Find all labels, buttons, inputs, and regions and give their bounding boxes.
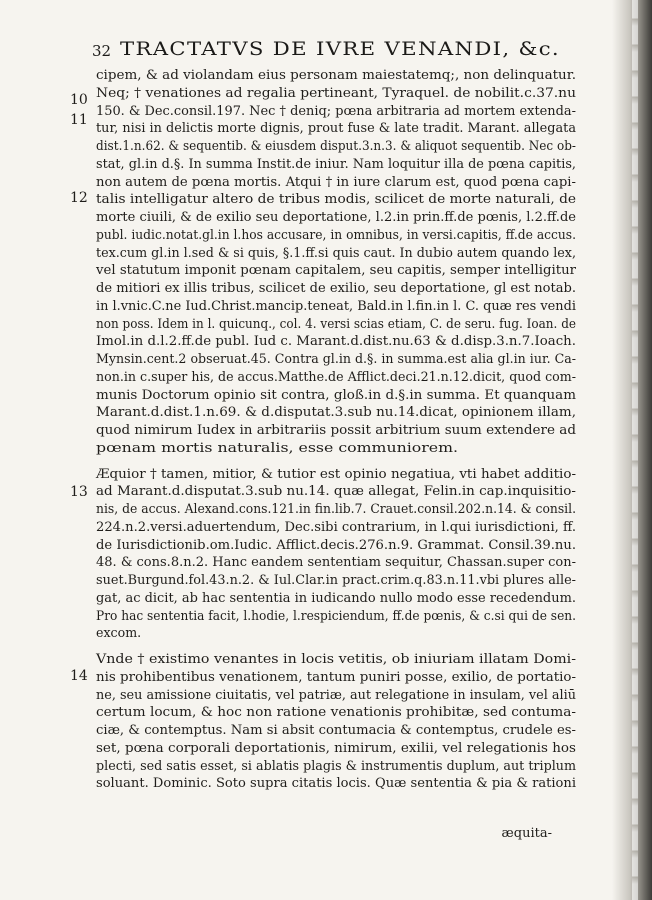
text-line: tur, nisi in delictis morte dignis, prout fuse & late tradit. Marant. allegata bbox=[96, 120, 576, 136]
text-line: publ. iudic.notat.gl.in l.hos accusare, in omnibus, in versi.capitis, ff.de accus. bbox=[96, 226, 576, 242]
text-line: in l.vnic.C.ne Iud.Christ.mancip.teneat, Bald.in l.fin.in l. C. quæ res vendi bbox=[96, 297, 576, 313]
text-line: gat, ac dicit, ab hac sententia in iudicando nullo modo esse recedendum. bbox=[96, 589, 576, 605]
text-line: 150. & Dec.consil.197. Nec † deniq; pœna arbitraria ad mortem extenda- bbox=[96, 102, 576, 118]
page-edge-texture bbox=[632, 0, 638, 900]
text-line: morte ciuili, & de exilio seu deportatione, l.2.in prin.ff.de pœnis, l.2.ff.de bbox=[96, 209, 576, 224]
text-line: stat, gl.in d.§. In summa Instit.de iniur. Nam loquitur illa de pœna capitis, bbox=[96, 155, 576, 171]
text-line: tex.cum gl.in l.sed & si quis, §.1.ff.si quis caut. In dubio autem quando lex, bbox=[96, 244, 576, 260]
text-line: dist.1.n.62. & sequentib. & eiusdem disput.3.n.3. & aliquot sequentib. Nec ob- bbox=[96, 138, 576, 153]
catchword: æquita- bbox=[501, 826, 552, 841]
text-line: de mitiori ex illis tribus, scilicet de exilio, seu deportatione, gl est notab. bbox=[96, 280, 576, 295]
text-line: 224.n.2.versi.aduertendum, Dec.sibi contrarium, in l.qui iurisdictioni, ff. bbox=[96, 518, 576, 534]
text-line: set, pœna corporali deportationis, nimirum, exilii, vel relegationis hos bbox=[96, 739, 576, 755]
page-number: 32 bbox=[92, 42, 112, 60]
text-line: certum locum, & hoc non ratione venationis prohibitæ, sed contuma- bbox=[96, 704, 576, 720]
text-line: ne, seu amissione ciuitatis, vel patriæ, aut relegatione in insulam, vel aliū bbox=[96, 686, 576, 702]
text-line: pœnam mortis naturalis, esse communiorem. bbox=[96, 439, 459, 455]
text-line: nis prohibentibus venationem, tantum puniri posse, exilio, de portatio- bbox=[96, 668, 576, 684]
text-line: Marant.d.dist.1.n.69. & d.disputat.3.sub nu.14.dicat, opinionem illam, bbox=[96, 404, 576, 420]
text-line: soluant. Dominic. Soto supra citatis locis. Quæ sententia & pia & rationi bbox=[96, 775, 576, 791]
text-line: plecti, sed satis esset, si ablatis plagis & instrumentis duplum, aut triplum bbox=[96, 757, 576, 773]
text-line: non.in c.super his, de accus.Matthe.de Afflict.deci.21.n.12.dicit, quod com- bbox=[96, 368, 576, 384]
text-line: ad Marant.d.disputat.3.sub nu.14. quæ allegat, Felin.in cap.inquisitio- bbox=[96, 483, 576, 499]
text-line: Æquior † tamen, mitior, & tutior est opinio negatiua, vti habet additio- bbox=[96, 465, 576, 481]
text-line: Vnde † existimo venantes in locis vetitis, ob iniuriam illatam Domi- bbox=[96, 651, 576, 666]
text-line: Neq; † venationes ad regalia pertineant, Tyraquel. de nobilit.c.37.nu bbox=[96, 84, 576, 100]
text-line: suet.Burgund.fol.43.n.2. & Iul.Clar.in pract.crim.q.83.n.11.vbi plures alle- bbox=[96, 572, 576, 587]
text-line: non poss. Idem in l. quicunq., col. 4. versi scias etiam, C. de seru. fug. Ioan. de bbox=[96, 315, 576, 331]
body-text bbox=[96, 66, 576, 792]
text-line: cipem, & ad violandam eius personam maiestatemq;, non delinquatur. bbox=[96, 67, 576, 82]
margin-number: 12 bbox=[70, 190, 88, 206]
text-line: vel statutum imponit pœnam capitalem, seu capitis, semper intelligitur bbox=[96, 262, 576, 278]
text-line: Imol.in d.l.2.ff.de publ. Iud c. Marant.d.dist.nu.63 & d.disp.3.n.7.Ioach. bbox=[96, 333, 576, 349]
text-line: nis, de accus. Alexand.cons.121.in fin.lib.7. Crauet.consil.202.n.14. & consil. bbox=[96, 501, 576, 516]
margin-number: 10 bbox=[70, 92, 88, 108]
text-line: Pro hac sententia facit, l.hodie, l.respiciendum, ff.de pœnis, & c.si qui de sen. bbox=[96, 607, 576, 623]
text-line: talis intelligatur altero de tribus modis, scilicet de morte naturali, de bbox=[96, 191, 576, 207]
text-line: ciæ, & contemptus. Nam si absit contumacia & contemptus, crudele es- bbox=[96, 722, 576, 737]
running-title: TRACTATVS DE IVRE VENANDI, &c. bbox=[120, 38, 560, 60]
text-line: de Iurisdictionib.om.Iudic. Afflict.decis.276.n.9. Grammat. Consil.39.nu. bbox=[96, 536, 576, 552]
margin-number: 13 bbox=[70, 484, 88, 500]
paragraph-gap bbox=[96, 642, 576, 650]
text-line: 48. & cons.8.n.2. Hanc eandem sententiam sequitur, Chassan.super con- bbox=[96, 554, 576, 570]
text-line: Mynsin.cent.2 obseruat.45. Contra gl.in d.§. in summa.est alia gl.in iur. Ca- bbox=[96, 351, 576, 366]
text-line: excom. bbox=[96, 625, 142, 641]
text-line: non autem de pœna mortis. Atqui † in iure clarum est, quod pœna capi- bbox=[96, 173, 576, 189]
margin-number: 14 bbox=[70, 668, 88, 684]
paragraph-gap bbox=[96, 457, 576, 465]
text-line: munis Doctorum opinio sit contra, gloß.in d.§.in summa. Et quanquam bbox=[96, 386, 576, 402]
margin-number: 11 bbox=[70, 112, 88, 128]
text-line: quod nimirum Iudex in arbitrariis possit arbitrium suum extendere ad bbox=[96, 422, 576, 437]
